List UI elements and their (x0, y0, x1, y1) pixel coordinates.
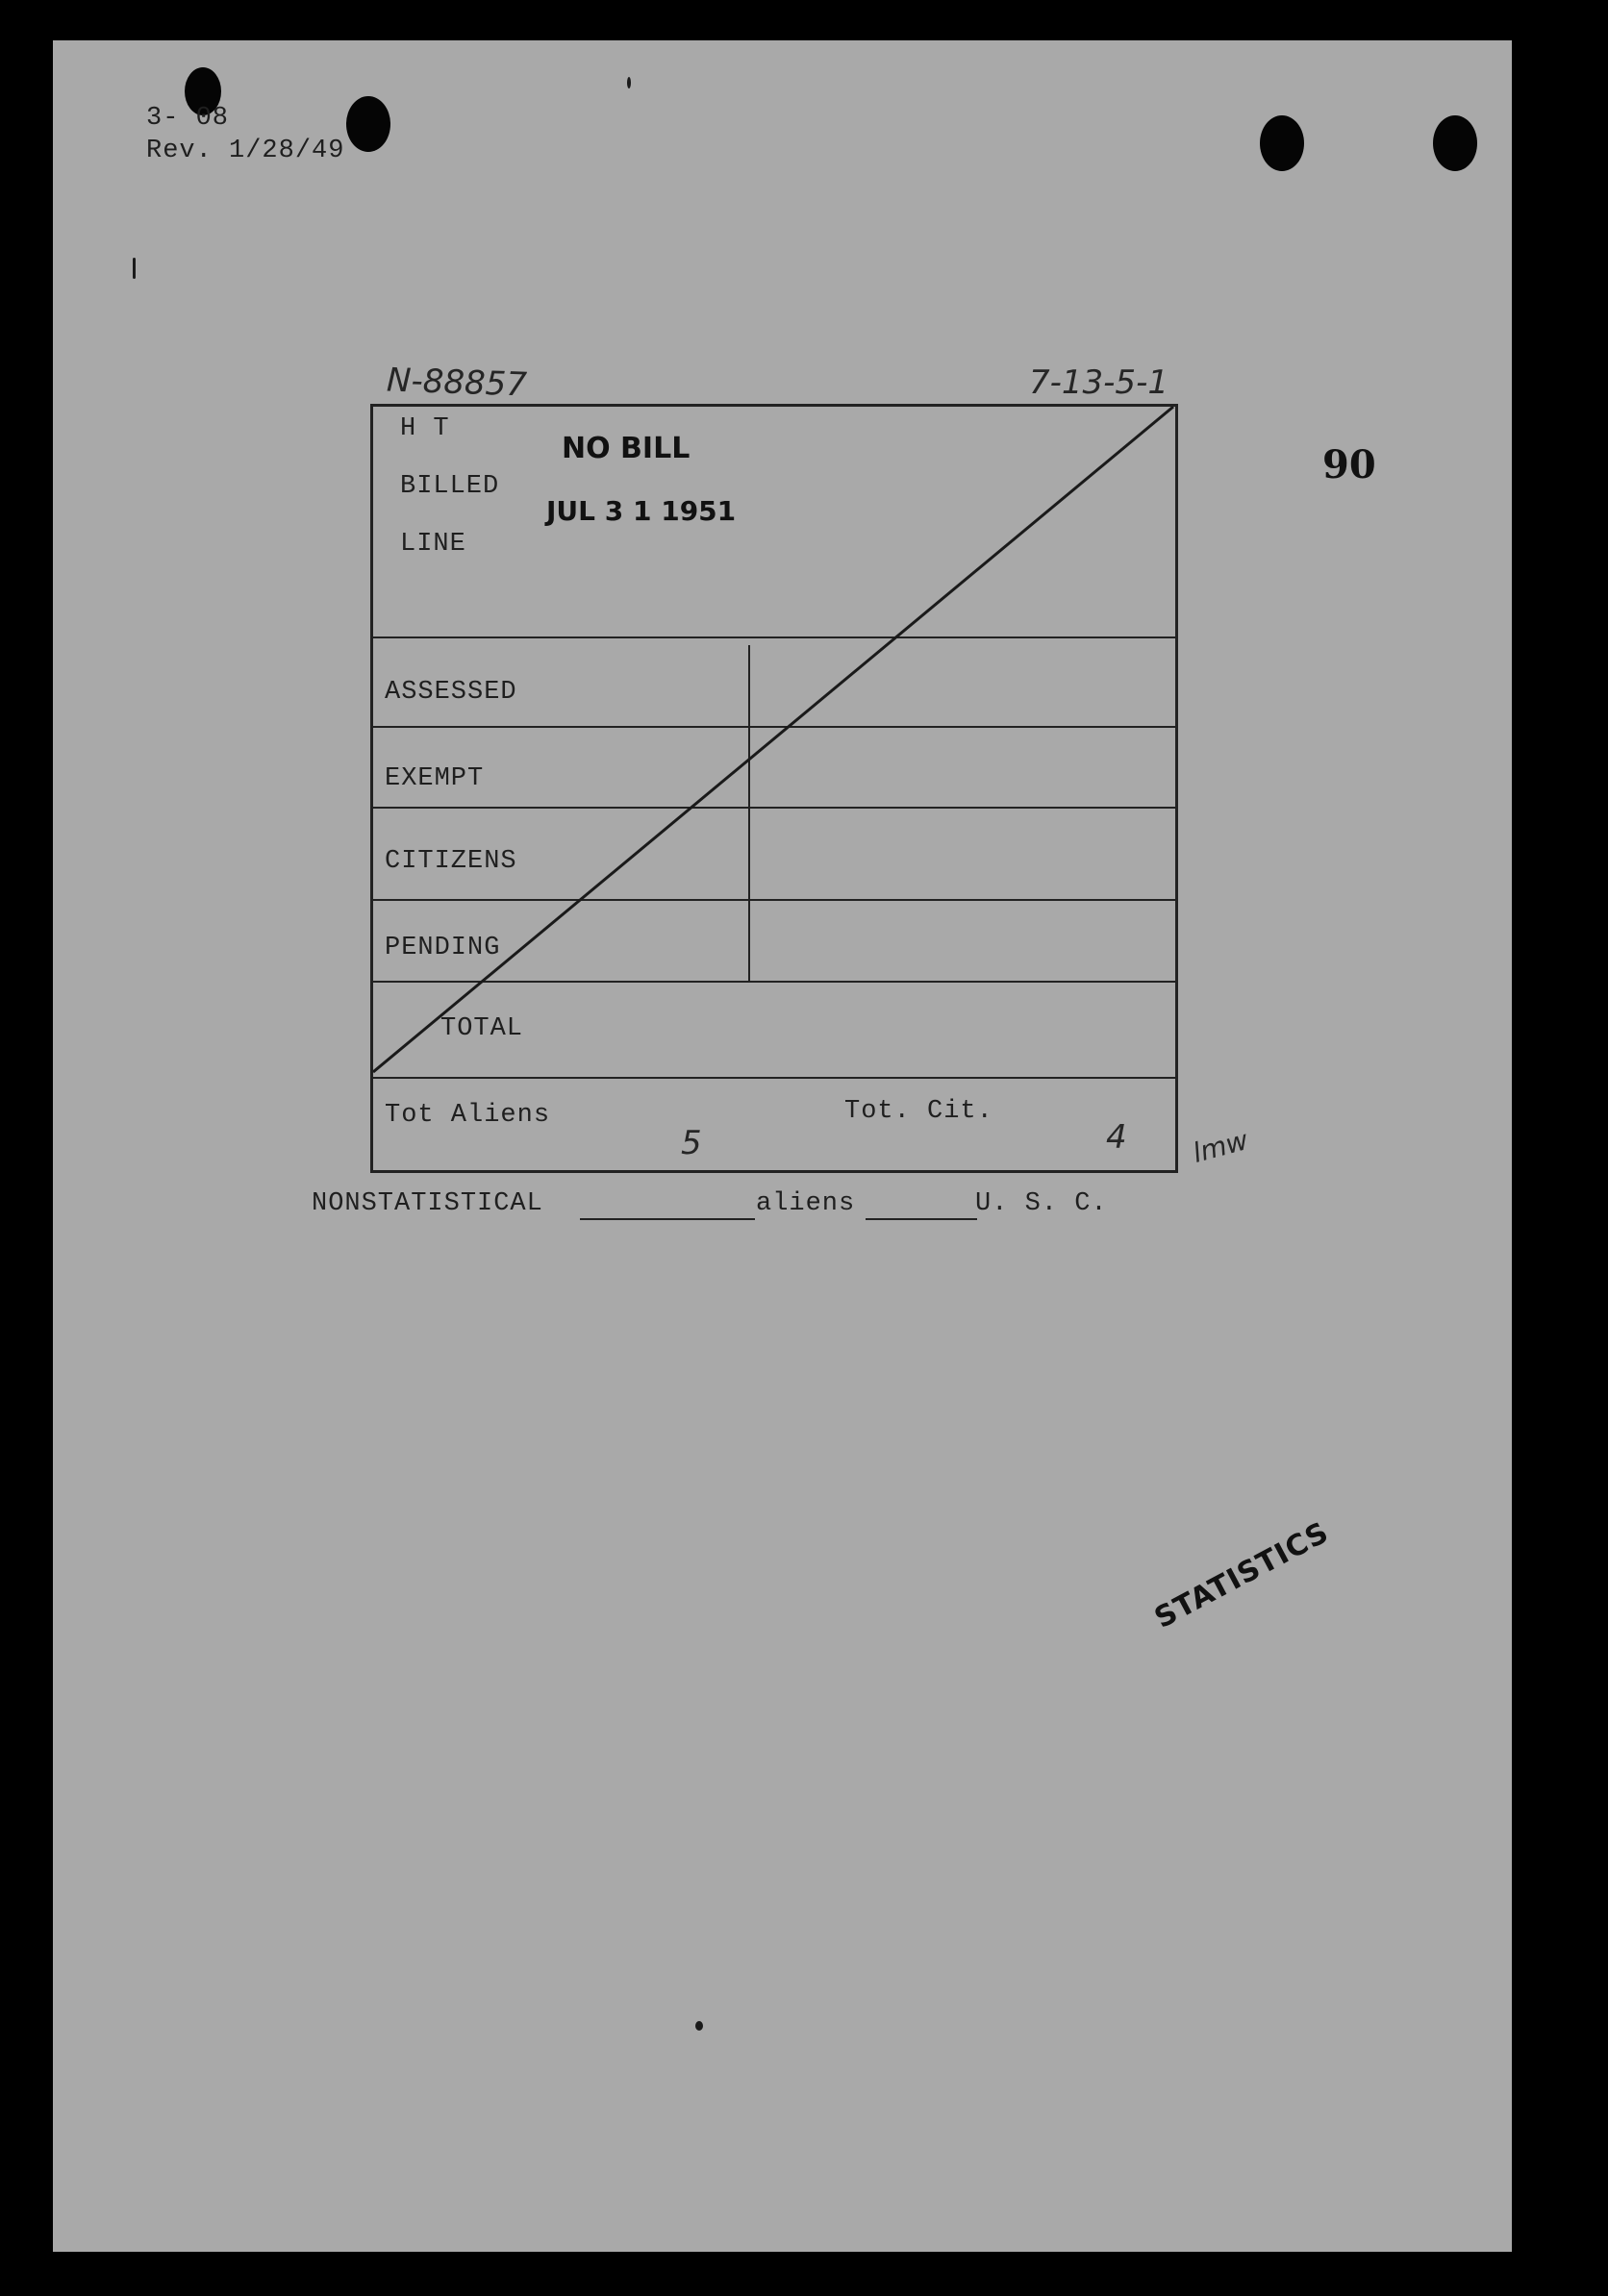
citizens-count: 4 (1106, 1118, 1127, 1157)
punch-hole (1433, 115, 1477, 171)
handwritten-date: 7-13-5-1 (1029, 363, 1168, 402)
initials: lmw (1189, 1124, 1252, 1169)
total-label: TOTAL (440, 1014, 524, 1043)
citizens-label: CITIZENS (385, 847, 517, 876)
statistics-stamp: STATISTICS (1149, 1515, 1335, 1635)
tot-cit-label: Tot. Cit. (844, 1097, 993, 1126)
date-stamp: JUL 3 1 1951 (546, 495, 737, 527)
billed-label: BILLED (400, 472, 500, 501)
aliens-blank (866, 1218, 977, 1220)
ht-label: H T (400, 414, 450, 443)
aliens-label: aliens (756, 1189, 856, 1218)
page-number: 90 (1322, 442, 1376, 487)
nonstatistical-blank (580, 1218, 755, 1220)
punch-hole (1260, 115, 1304, 171)
line-label: LINE (400, 530, 466, 559)
usc-label: U. S. C. (975, 1189, 1108, 1218)
exempt-label: EXEMPT (385, 764, 485, 793)
ink-speck (627, 77, 631, 88)
form-number: 3- 08 (146, 104, 230, 133)
pending-label: PENDING (385, 934, 501, 962)
cancel-diagonal-line (373, 407, 1175, 1170)
nonstatistical-label: NONSTATISTICAL (312, 1189, 543, 1218)
no-bill-stamp: NO BILL (562, 432, 691, 465)
ink-speck (695, 2021, 703, 2031)
ink-speck (133, 258, 136, 279)
assessed-label: ASSESSED (385, 678, 517, 707)
punch-hole (346, 96, 390, 152)
tally-form (370, 404, 1178, 1173)
tot-aliens-label: Tot Aliens (385, 1101, 551, 1130)
revision-date: Rev. 1/28/49 (146, 137, 345, 165)
aliens-count: 5 (681, 1124, 702, 1162)
file-number: N-88857 (386, 361, 528, 405)
